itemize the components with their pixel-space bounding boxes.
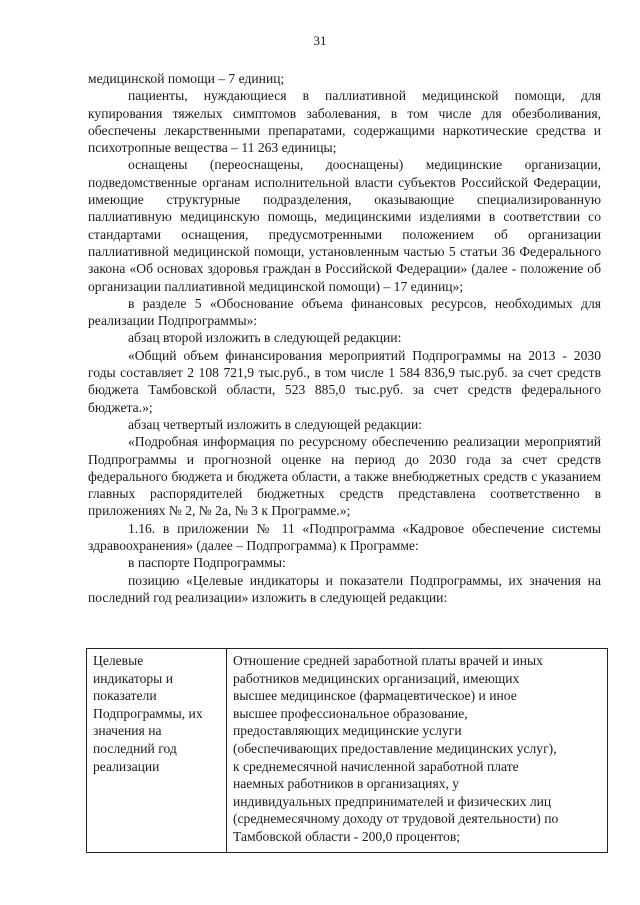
paragraph: «Подробная информация по ресурсному обеспечению реализации мероприятий Подпрограммы и прогнозной оценке на период до 2030 года за счет средств федерального бюджета и бюджета области, а также внебюджетных средств с указанием главных распорядителей бюджетных средств представлена соответственно в приложениях № 2, № 2а, № 3 к Программе.»; — [88, 434, 601, 519]
table-value-line: (обеспечивающих предоставление медицинских услуг), — [233, 740, 557, 756]
table-label-line: показатели — [93, 688, 157, 704]
table-value-line: наемных работников в организациях, у — [233, 776, 460, 792]
body-text — [88, 70, 601, 606]
indicators-table — [86, 648, 608, 853]
table-value-line: высшее профессиональное образование, — [233, 705, 468, 721]
table-label-line: Подпрограммы, их — [93, 705, 203, 721]
table-label-line: реализации — [93, 758, 160, 774]
table-value-line: Тамбовской области - 200,0 процентов; — [233, 828, 461, 844]
table-value-line: Отношение средней заработной платы врачей и иных — [233, 653, 543, 668]
paragraph: медицинской помощи – 7 единиц; — [88, 71, 285, 86]
paragraph: оснащены (переоснащены, дооснащены) медицинские организации, подведомственные органам исполнительной власти субъектов Российской Федерации, имеющие структурные подразделения, оказывающие специализированную паллиативную медицинскую помощь, медицинскими изделиями в соответствии со стандартами оснащения, предусмотренными положением об организации паллиативной медицинской помощи, установленным частью 5 статьи 36 Федерального закона «Об основах здоровья граждан в Российской Федерации» (далее - положение об организации паллиативной медицинской помощи) – 17 единиц»; — [88, 157, 601, 294]
table-value-line: предоставляющих медицинские услуги — [233, 723, 462, 739]
paragraph: пациенты, нуждающиеся в паллиативной медицинской помощи, для купирования тяжелых симптомов заболевания, в том числе для обезболивания, обеспечены лекарственными препаратами, содержащими наркотические средства и психотропные вещества – 11 263 единицы; — [88, 88, 601, 156]
table-value-cell — [227, 649, 607, 852]
table-label-cell — [87, 649, 227, 852]
paragraph: «Общий объем финансирования мероприятий Подпрограммы на 2013 - 2030 годы составляет 2 108 721,9 тыс.руб., в том числе 1 584 836,9 тыс.руб. за счет средств бюджета Тамбовской области, 523 885,0 тыс.руб. за счет средств федерального бюджета.»; — [88, 347, 601, 415]
table-value-line: работников медицинских организаций, имеющих — [233, 670, 520, 686]
table-value-line: (среднемесячному доходу от трудовой деятельности) по — [233, 811, 559, 827]
table-value-line: высшее медицинское (фармацевтическое) и иное — [233, 688, 517, 704]
paragraph: позицию «Целевые индикаторы и показатели Подпрограммы, их значения на последний год реализации» изложить в следующей редакции: — [88, 572, 601, 605]
table-label-line: последний год — [93, 740, 177, 756]
paragraph: в разделе 5 «Обоснование объема финансовых ресурсов, необходимых для реализации Подпрограммы»: — [88, 295, 601, 329]
paragraph: абзац второй изложить в следующей редакции: — [128, 330, 402, 346]
table-label-line: Целевые — [93, 653, 144, 668]
table-label-line: значения на — [93, 723, 162, 739]
paragraph: абзац четвертый изложить в следующей редакции: — [128, 416, 423, 432]
paragraph: 1.16. в приложении № 11 «Подпрограмма «Кадровое обеспечение системы здравоохранения» (далее – Подпрограмма) к Программе: — [88, 520, 601, 554]
table-value-line: индивидуальных предпринимателей и физических лиц — [233, 793, 552, 809]
page-number: 31 — [313, 33, 327, 48]
table-value-line: к среднемесячной начисленной заработной плате — [233, 758, 519, 774]
table-label-line: индикаторы и — [93, 670, 173, 686]
paragraph: в паспорте Подпрограммы: — [128, 555, 286, 571]
